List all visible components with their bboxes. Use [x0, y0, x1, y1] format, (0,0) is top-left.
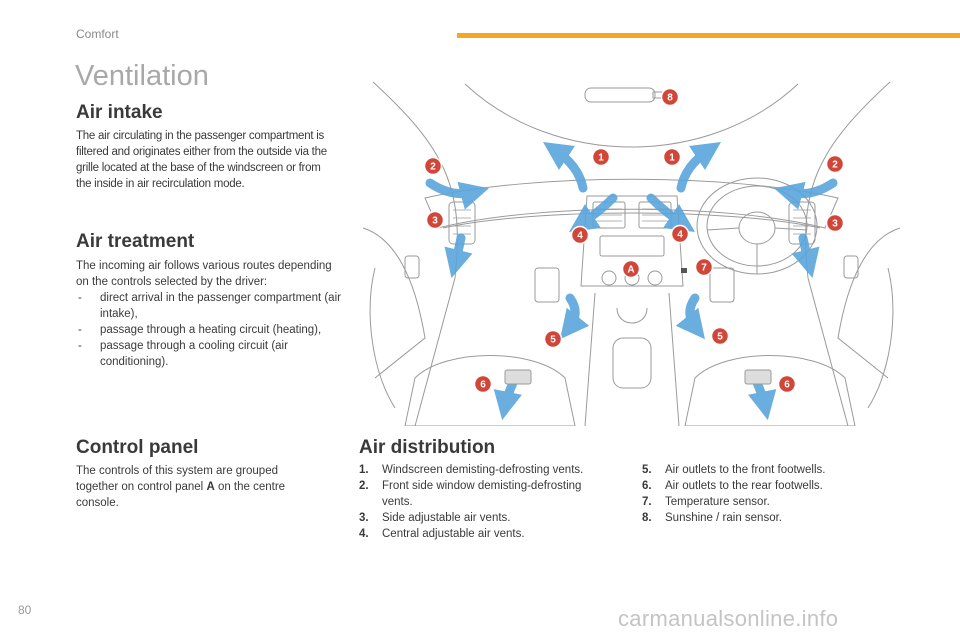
- item-number: 8.: [642, 512, 652, 524]
- marker-label: 8: [667, 92, 673, 104]
- list-item: [642, 478, 892, 494]
- arrow-side-vent-left-icon: [455, 238, 461, 264]
- list-item: [359, 462, 609, 478]
- air-treatment-intro: The incoming air follows various routes depending on the controls selected by the driver:: [76, 260, 332, 288]
- marker-a: [623, 261, 640, 278]
- list-item: - direct arrival in the passenger compartment (air intake),: [76, 290, 346, 322]
- item-text: Front side window demisting-defrosting vents.: [382, 480, 582, 508]
- air-treatment-heading: Air treatment: [76, 231, 195, 252]
- temperature-sensor-icon: [681, 268, 687, 273]
- item-number: 7.: [642, 496, 652, 508]
- marker-label: 2: [430, 161, 436, 173]
- air-distribution-list-left: [359, 462, 609, 542]
- arrow-windscreen-left-icon: [555, 150, 583, 188]
- marker-7: [696, 259, 713, 276]
- marker-5-left: [545, 331, 562, 348]
- marker-label: A: [627, 264, 635, 276]
- item-text: Side adjustable air vents.: [382, 512, 511, 524]
- item-number: 5.: [642, 464, 652, 476]
- air-treatment-body: [76, 258, 346, 370]
- marker-3-left: [427, 212, 444, 229]
- item-number: 6.: [642, 480, 652, 492]
- item-number: 1.: [359, 464, 369, 476]
- list-item: - passage through a cooling circuit (air conditioning).: [76, 338, 346, 370]
- section-label: Comfort: [76, 27, 119, 41]
- air-intake-heading: Air intake: [76, 102, 163, 123]
- air-distribution-heading: Air distribution: [359, 437, 496, 458]
- marker-6-left: [475, 376, 492, 393]
- marker-label: 4: [577, 230, 583, 242]
- marker-3-right: [827, 215, 844, 232]
- marker-label: 3: [832, 218, 838, 230]
- arrow-footwell-right-icon: [690, 298, 696, 328]
- ventilation-diagram: [355, 78, 908, 426]
- marker-label: 6: [784, 379, 790, 391]
- marker-8: [662, 89, 679, 106]
- marker-2-right: [827, 156, 844, 173]
- arrow-footwell-left-icon: [569, 298, 575, 328]
- item-text: Central adjustable air vents.: [382, 528, 525, 540]
- marker-label: 2: [832, 159, 838, 171]
- cabin-outline: [363, 82, 900, 426]
- arrow-side-vent-right-icon: [803, 238, 809, 264]
- marker-label: 6: [480, 379, 486, 391]
- air-treatment-list: [76, 290, 346, 370]
- control-panel-text: [76, 463, 316, 511]
- control-panel-text-before: The controls of this system are grouped together on control panel: [76, 465, 278, 493]
- page-number: 80: [18, 603, 32, 617]
- marker-1-right: [664, 149, 681, 166]
- item-text: Air outlets to the front footwells.: [665, 464, 826, 476]
- item-text: Air outlets to the rear footwells.: [665, 480, 823, 492]
- item-number: 2.: [359, 480, 369, 492]
- item-text: Temperature sensor.: [665, 496, 770, 508]
- list-item: [359, 478, 609, 510]
- marker-4-right: [672, 226, 689, 243]
- item-text: Sunshine / rain sensor.: [665, 512, 782, 524]
- page-title: Ventilation: [75, 60, 209, 92]
- list-item: [642, 462, 892, 478]
- list-item: [642, 494, 892, 510]
- marker-label: 5: [717, 331, 723, 343]
- marker-4-left: [572, 227, 589, 244]
- item-number: 4.: [359, 528, 369, 540]
- marker-label: 3: [432, 215, 438, 227]
- air-distribution-list-right: [642, 462, 892, 526]
- list-item: [359, 526, 609, 542]
- air-intake-text: The air circulating in the passenger compartment is filtered and originates either from the outside via the grille located at the base of the windscreen or from the inside in air recirculation mode.: [76, 130, 327, 190]
- list-item: [642, 510, 892, 526]
- marker-6-right: [779, 376, 796, 393]
- list-item: [359, 510, 609, 526]
- item-text: Windscreen demisting-defrosting vents.: [382, 464, 584, 476]
- list-item: - passage through a heating circuit (heating),: [76, 322, 346, 338]
- marker-2-left: [425, 158, 442, 175]
- marker-5-right: [712, 328, 729, 345]
- diagram-markers: [425, 89, 844, 393]
- watermark: carmanualsonline.info: [618, 606, 839, 631]
- arrow-windscreen-right-icon: [681, 150, 709, 188]
- control-panel-text-after: on the centre console.: [76, 481, 286, 509]
- marker-label: 7: [701, 262, 707, 274]
- control-panel-heading: Control panel: [76, 437, 199, 458]
- marker-1-left: [593, 149, 610, 166]
- item-number: 3.: [359, 512, 369, 524]
- header-rule: [457, 33, 960, 38]
- marker-label: 1: [669, 152, 675, 164]
- marker-label: 5: [550, 334, 556, 346]
- rear-vent-right: [745, 370, 771, 384]
- marker-label: 4: [677, 229, 683, 241]
- rear-vent-left: [505, 370, 531, 384]
- arrow-side-window-left-icon: [430, 183, 475, 194]
- control-panel-letter: A: [206, 481, 215, 493]
- marker-label: 1: [598, 152, 604, 164]
